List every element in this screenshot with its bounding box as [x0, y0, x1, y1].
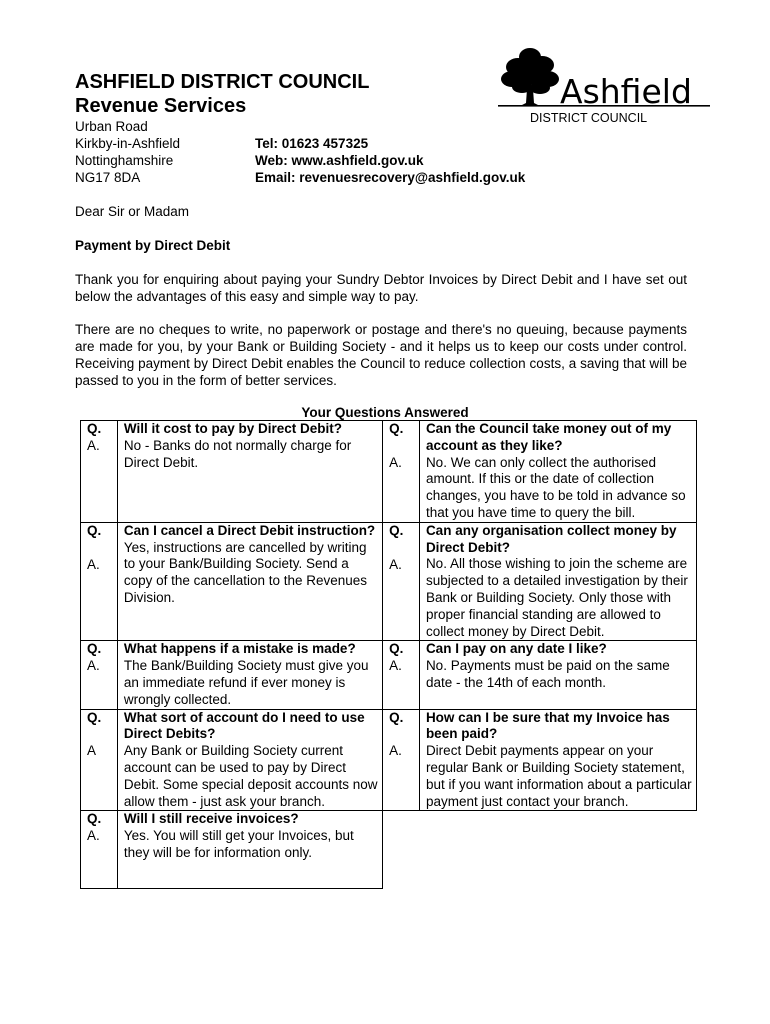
postal-address: [75, 118, 180, 186]
question: Can I cancel a Direct Debit instruction?: [123, 522, 376, 538]
qa-label-cell: Q. A.: [81, 522, 118, 641]
qa-label-cell: Q. A.: [81, 421, 118, 523]
question: Will it cost to pay by Direct Debit?: [123, 421, 343, 436]
letter-subject: Payment by Direct Debit: [75, 238, 231, 253]
paragraph-benefits: There are no cheques to write, no paperwork or postage and there's no queuing, because payments are made for you, by your Bank or Building Society - and it helps us to keep our costs under control. Receiving payment by Direct Debit enables the Council to reduce collection costs, a saving that will be passed to you in the form of better services.: [75, 322, 687, 388]
question: What sort of account do I need to use Direct Debits?: [123, 709, 365, 742]
table-row: [81, 641, 697, 709]
question: Can the Council take money out of my account as they like?: [425, 421, 672, 453]
answer: The Bank/Building Society must give you an immediate refund if ever money is wrongly collected.: [123, 658, 369, 707]
contact-details: [255, 135, 525, 186]
qa-cell: [419, 522, 696, 641]
address-line: Nottinghamshire: [75, 153, 174, 168]
answer: Yes. You will still get your Invoices, but they will be for information only.: [123, 828, 354, 860]
qa-label-cell: Q. A.: [383, 709, 420, 811]
telephone: Tel: 01623 457325: [255, 136, 369, 151]
answer: Direct Debit payments appear on your regular Bank or Building Society statement, but if you want information about a particular payment just contact your branch.: [425, 743, 692, 809]
qa-heading: Your Questions Answered: [301, 405, 469, 420]
email: Email: revenuesrecovery@ashfield.gov.uk: [255, 170, 526, 185]
qa-cell: [117, 709, 382, 811]
qa-cell: [117, 641, 382, 709]
question: What happens if a mistake is made?: [123, 641, 356, 657]
answer: Yes, instructions are cancelled by writing to your Bank/Building Society. Send a copy of the cancellation to the Revenues Division.: [123, 539, 368, 605]
question: How can I be sure that my Invoice has been paid?: [425, 709, 670, 742]
answer: Any Bank or Building Society current account can be used to pay by Direct Debit. Some special deposit accounts now allow them - just ask your branch.: [123, 743, 378, 809]
qa-label-cell: Q. A.: [383, 641, 420, 709]
qa-cell: [117, 811, 382, 889]
question: Will I still receive invoices?: [123, 811, 299, 827]
org-name: ASHFIELD DISTRICT COUNCIL: [75, 71, 370, 93]
answer: No. All those wishing to join the scheme are subjected to a detailed investigation by their Bank or Building Society. Only those with proper financial standing are allowed to collect money by Direct Debit.: [425, 556, 688, 639]
website: Web: www.ashfield.gov.uk: [255, 153, 424, 168]
table-row: [81, 421, 697, 523]
table-row: [81, 811, 697, 889]
svg-text:DISTRICT COUNCIL: DISTRICT COUNCIL: [530, 111, 648, 125]
paragraph-intro: Thank you for enquiring about paying your Sundry Debtor Invoices by Direct Debit and I have set out below the advantages of this easy and simple way to pay.: [75, 272, 687, 304]
qa-label-cell: Q. A.: [383, 421, 420, 523]
qa-cell: [419, 641, 696, 709]
address-line: Kirkby-in-Ashfield: [75, 136, 181, 151]
tree-icon: [498, 45, 713, 127]
qa-cell: [117, 421, 382, 523]
qa-table: [80, 420, 697, 889]
salutation: Dear Sir or Madam: [75, 204, 190, 219]
address-line: NG17 8DA: [75, 170, 141, 185]
table-row: [81, 522, 697, 641]
answer: No - Banks do not normally charge for Direct Debit.: [123, 437, 352, 470]
qa-label-cell: Q. A: [81, 709, 118, 811]
department-name: Revenue Services: [75, 95, 247, 117]
question: Can any organisation collect money by Direct Debit?: [425, 522, 677, 555]
council-logo: [498, 45, 713, 127]
svg-text:Ashfield: Ashfield: [560, 72, 692, 111]
qa-label-cell: Q. A.: [81, 811, 118, 889]
qa-label-cell: Q. A.: [383, 522, 420, 641]
qa-label-cell: Q. A.: [81, 641, 118, 709]
qa-cell: [419, 709, 696, 811]
answer: No. We can only collect the authorised amount. If this or the date of collection changes, you have to be told in advance so that you have time to query the bill.: [425, 454, 686, 520]
address-line: Urban Road: [75, 119, 148, 134]
question: Can I pay on any date I like?: [425, 641, 607, 657]
qa-cell: [117, 522, 382, 641]
table-row: [81, 709, 697, 811]
qa-cell: [419, 421, 696, 523]
answer: No. Payments must be paid on the same date - the 14th of each month.: [425, 658, 670, 690]
